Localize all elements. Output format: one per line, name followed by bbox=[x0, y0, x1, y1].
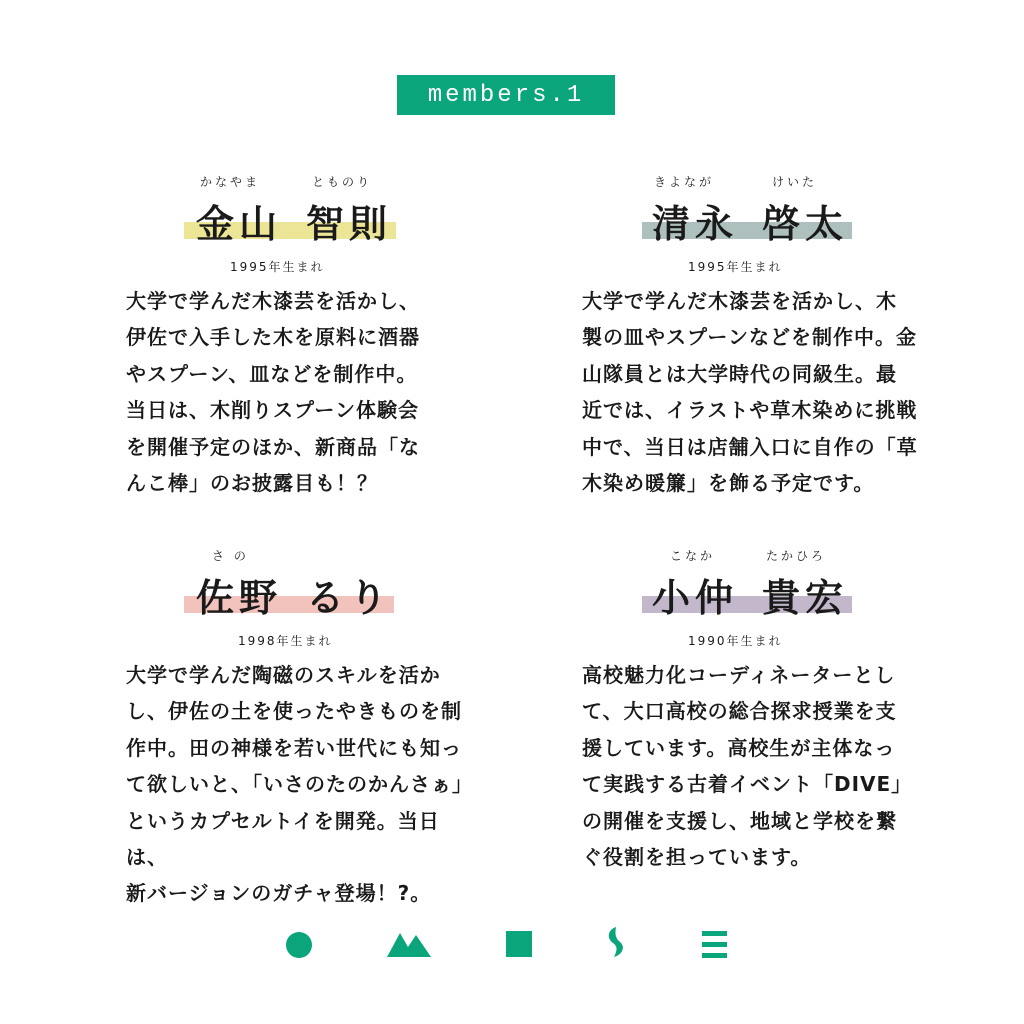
family-name: 清永 bbox=[652, 202, 739, 246]
member-name bbox=[196, 567, 392, 622]
birth-year: 1995年生まれ bbox=[688, 260, 783, 274]
mountains-icon bbox=[387, 931, 431, 957]
section-label: members.1 bbox=[397, 75, 615, 115]
bio-line: んこ棒」のお披露目も！？ bbox=[126, 471, 378, 496]
bio-line: 当日は、木削りスプーン体験会 bbox=[126, 398, 419, 423]
bio-line: て欲しいと、「いさのたのかんさぁ」 bbox=[126, 772, 473, 797]
square-icon bbox=[506, 931, 532, 957]
birth-year: 1995年生まれ bbox=[230, 260, 325, 274]
family-name: 小仲 bbox=[652, 576, 739, 620]
ruby-given: たかひろ bbox=[766, 549, 827, 563]
ruby-family: さ の bbox=[212, 549, 249, 563]
bio-line: 新バージョンのガチャ登場！?。 bbox=[126, 881, 432, 906]
name-ruby bbox=[200, 173, 400, 189]
bio-line: 高校魅力化コーディネーターとし bbox=[582, 663, 896, 687]
member-bio bbox=[582, 657, 932, 875]
member-bio bbox=[126, 283, 471, 501]
bio-line: ぐ役割を担っています。 bbox=[582, 845, 812, 870]
bio-line: やスプーン、皿などを制作中。 bbox=[126, 361, 418, 386]
ruby-given: とものり bbox=[312, 175, 373, 189]
bio-line: 大学で学んだ木漆芸を活かし、 bbox=[126, 289, 420, 313]
bio-line: 作中。田の神様を若い世代にも知っ bbox=[126, 735, 462, 760]
member-name bbox=[652, 567, 848, 622]
member-name bbox=[652, 193, 848, 248]
ruby-family: かなやま bbox=[200, 175, 261, 189]
bio-line: というカプセルトイを開発。当日は、 bbox=[126, 808, 440, 870]
member-bio bbox=[582, 283, 932, 501]
name-ruby bbox=[212, 547, 412, 563]
logo-icon-row bbox=[0, 925, 1024, 965]
ruby-family: こなか bbox=[670, 549, 716, 563]
bio-line: の開催を支援し、地域と学校を繋 bbox=[582, 808, 897, 833]
bio-line: て実践する古着イベント「DIVE」 bbox=[582, 772, 913, 797]
birth-year: 1998年生まれ bbox=[238, 634, 333, 648]
bio-line: 山隊員とは大学時代の同級生。最 bbox=[582, 361, 897, 386]
bio-line: 伊佐で入手した木を原料に酒器 bbox=[126, 325, 420, 350]
given-name: 啓太 bbox=[762, 202, 849, 246]
bio-line: 援しています。高校生が主体なっ bbox=[582, 735, 896, 760]
circle-icon bbox=[284, 930, 314, 960]
given-name: るり bbox=[306, 576, 393, 620]
member-bio bbox=[126, 657, 476, 912]
bio-line: を開催予定のほか、新商品「な bbox=[126, 434, 420, 459]
given-name: 智則 bbox=[306, 202, 393, 246]
name-ruby bbox=[654, 173, 854, 189]
bio-line: 近では、イラストや草木染めに挑戦 bbox=[582, 398, 918, 423]
ruby-family: きよなが bbox=[654, 175, 715, 189]
bio-line: て、大口高校の総合探求授業を支 bbox=[582, 699, 897, 724]
family-name: 佐野 bbox=[196, 576, 283, 620]
bio-line: し、伊佐の土を使ったやきものを制 bbox=[126, 699, 462, 724]
wave-icon bbox=[604, 927, 628, 961]
bio-line: 大学で学んだ陶磁のスキルを活か bbox=[126, 663, 441, 687]
member-name bbox=[196, 193, 392, 248]
bio-line: 木染め暖簾」を飾る予定です。 bbox=[582, 471, 875, 496]
bio-line: 大学で学んだ木漆芸を活かし、木 bbox=[582, 289, 897, 313]
bio-line: 中で、当日は店舗入口に自作の「草 bbox=[582, 434, 918, 459]
given-name: 貴宏 bbox=[762, 576, 849, 620]
bio-line: 製の皿やスプーンなどを制作中。金 bbox=[582, 325, 917, 350]
stripes-icon bbox=[702, 931, 727, 958]
birth-year: 1990年生まれ bbox=[688, 634, 783, 648]
family-name: 金山 bbox=[196, 202, 283, 246]
ruby-given: けいた bbox=[772, 175, 818, 189]
name-ruby bbox=[670, 547, 870, 563]
